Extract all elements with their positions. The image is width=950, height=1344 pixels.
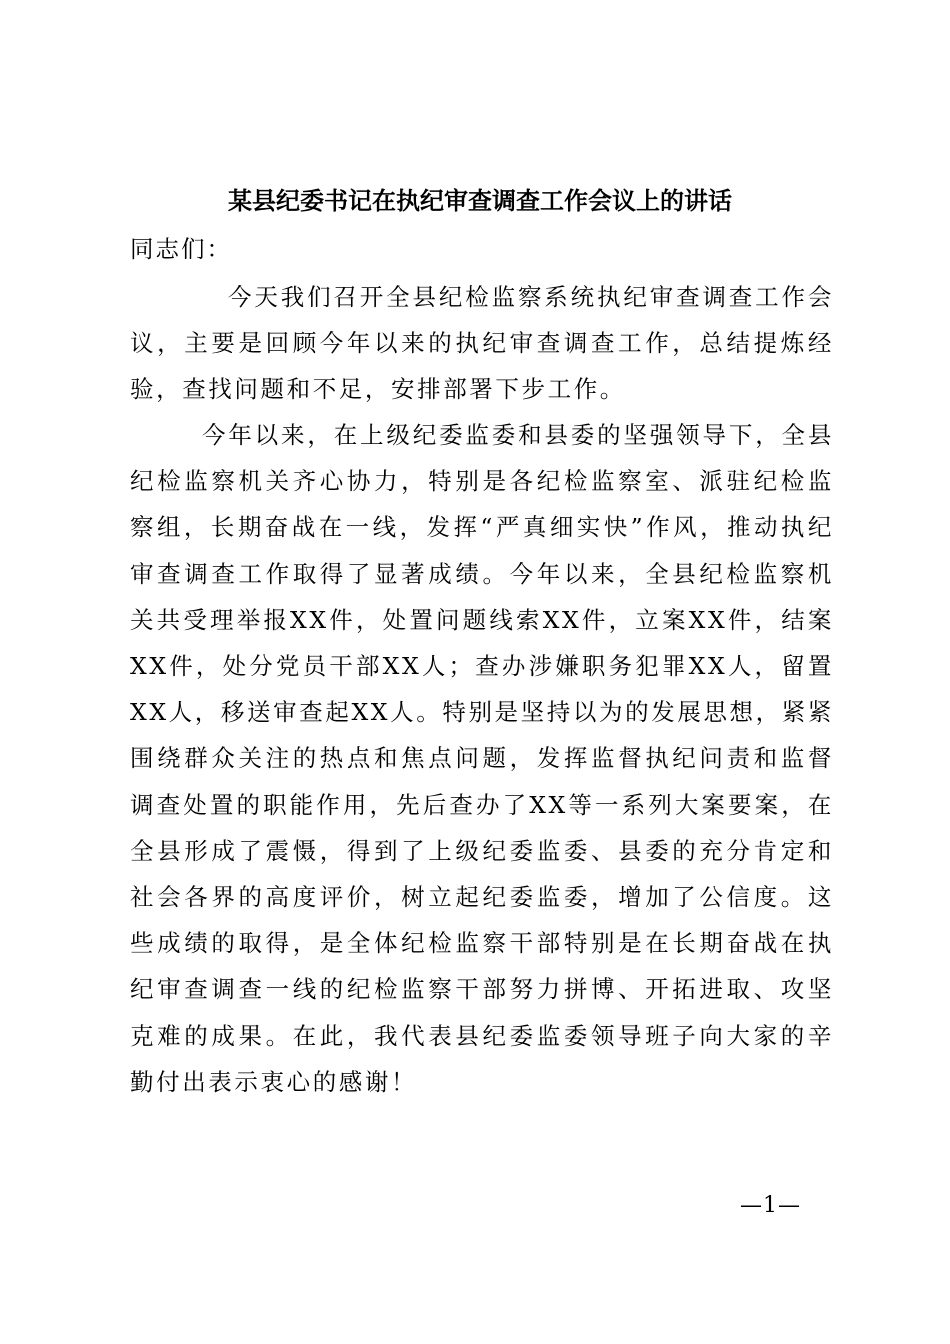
salutation: 同志们： [130, 235, 232, 263]
paragraph-2: 今年以来，在上级纪委监委和县委的坚强领导下，全县纪检监察机关齐心协力，特别是各纪检监察室、派驻纪检监察组，长期奋战在一线，发挥“严真细实快”作风，推动执纪审查调查工作取得了显著成绩。今年以来，全县纪检监察机关共受理举报XX件，处置问题线索XX件，立案XX件，结案XX件，处分党员干部XX人；查办涉嫌职务犯罪XX人，留置XX人，移送审查起XX人。特别是坚持以为的发展思想，紧紧围绕群众关注的热点和焦点问题，发挥监督执纪问责和监督调查处置的职能作用，先后查办了XX等一系列大案要案，在全县形成了震慑，得到了上级纪委监委、县委的充分肯定和社会各界的高度评价，树立起纪委监委，增加了公信度。这些成绩的取得，是全体纪检监察干部特别是在长期奋战在执纪审查调查一线的纪检监察干部努力拼博、开拓进取、攻坚克难的成果。在此，我代表县纪委监委领导班子向大家的辛勤付出表示衷心的感谢！ [130, 421, 834, 1096]
paragraph-1: 今天我们召开全县纪检监察系统执纪审查调查工作会议，主要是回顾今年以来的执纪审查调查工作，总结提炼经验，查找问题和不足，安排部署下步工作。 [130, 283, 834, 404]
page-number: —1— [740, 1193, 801, 1218]
document-title: 某县纪委书记在执纪审查调查工作会议上的讲话 [228, 186, 732, 215]
